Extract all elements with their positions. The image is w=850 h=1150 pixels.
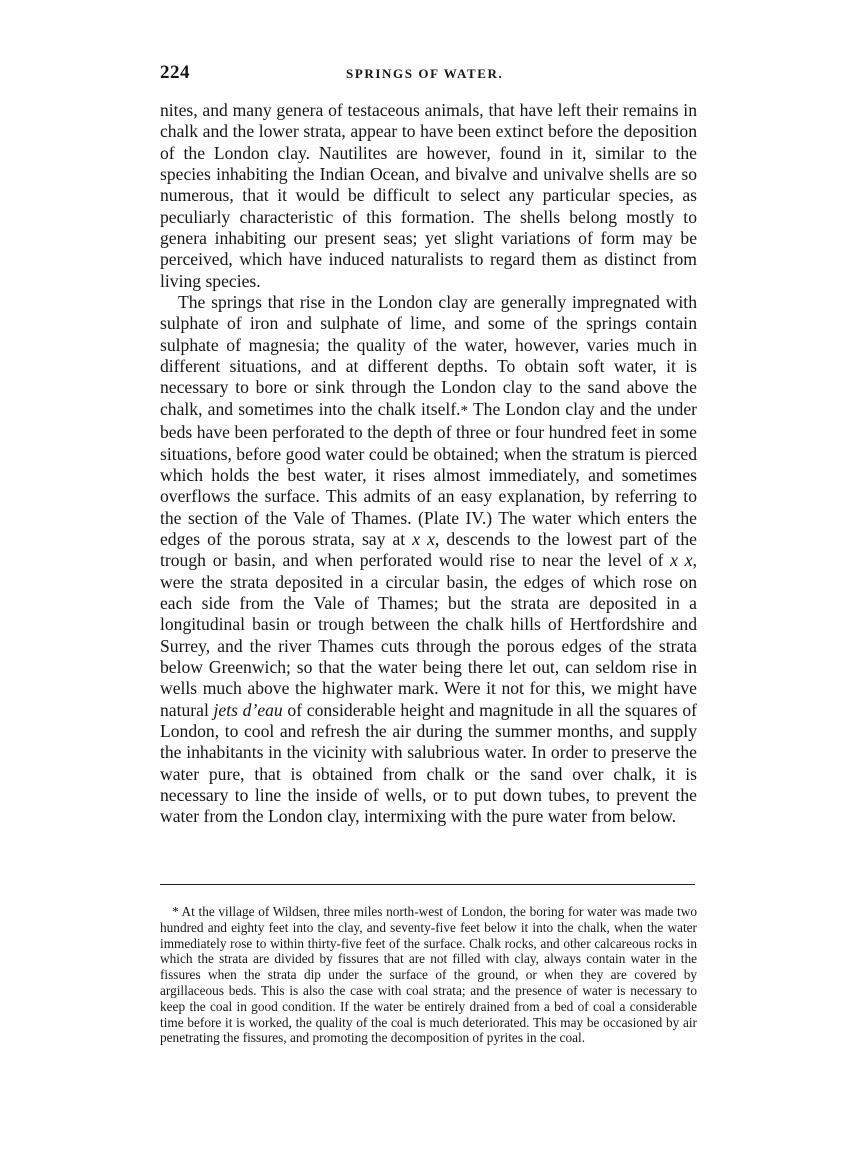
running-title: SPRINGS OF WATER. bbox=[346, 66, 504, 81]
italic-term: x x bbox=[670, 550, 693, 571]
footnote-text: * At the village of Wildsen, three miles north-west of London, the boring for water was made two hundred and eighty feet into the clay, and seventy-five feet below it into the chalk, when the water immediately rose to within thirty-five feet of the surface. Chalk rocks, and other calcareous rocks in which the strata are divided by fissures that are not filled with clay, always contain water in the fissures when the strata dip under the surface of the ground, or when they are covered by argillaceous beds. This is also the case with coal strata; and the presence of water is necessary to keep the coal in good condition. If the water be entirely drained from a bed of coal a considerable time before it is worked, the quality of the coal is much deteriorated. This may be occasioned by air penetrating the fissures, and promoting the decomposition of pyrites in the coal. bbox=[160, 904, 697, 1046]
paragraph-springs bbox=[160, 292, 697, 828]
running-head bbox=[160, 62, 697, 86]
paragraph-text: The springs that rise in the London clay are generally impregnated with sulphate of iron and sulphate of lime, and some of the springs contain sulphate of magnesia; the quality of the water, however, varies much in different situations, and at different depths. To obtain soft water, it is necessary to bore or sink through the London clay to the sand above the chalk, and sometimes into the chalk itself. bbox=[160, 292, 697, 419]
footnote-divider bbox=[160, 884, 695, 885]
paragraph-fossils: nites, and many genera of testaceous animals, that have left their remains in chalk and the lower strata, appear to have been extinct before the deposition of the London clay. Nautilites are however, found in it, similar to the species inhabiting the Indian Ocean, and bivalve and univalve shells are so numerous, that it would be difficult to select any particular species, as peculiarly characteristic of this formation. The shells belong mostly to genera inhabiting our present seas; yet slight variations of form may be perceived, which have induced naturalists to regard them as distinct from living species. bbox=[160, 100, 697, 291]
paragraph-text: , were the strata deposited in a circular basin, the edges of which rose on each side from the Vale of Thames; but the strata are deposited in a longitudinal basin or trough between the chalk hills of Hertfordshire and Surrey, and the river Thames cuts through the porous edges of the strata below Greenwich; so that the water being there let out, can seldom rise in wells much above the highwater mark. Were it not for this, we might have natural bbox=[160, 550, 697, 720]
paragraph-text: The London clay and the under beds have been perforated to the depth of three or four hundred feet in some situations, before good water could be obtained; when the stratum is pierced which holds the best water, it rises almost immediately, and sometimes overflows the surface. This admits of an easy explanation, by referring to the section of the Vale of Thames. (Plate IV.) The water which enters the edges of the porous strata, say at bbox=[160, 398, 698, 549]
body-text bbox=[160, 100, 697, 828]
footnote bbox=[160, 904, 697, 1046]
page-number: 224 bbox=[160, 62, 190, 83]
footnote-reference: * bbox=[460, 402, 469, 419]
italic-term: jets d’eau bbox=[213, 699, 283, 720]
paragraph-text: of considerable height and magnitude in all the squares of London, to cool and refresh the air during the summer months, and supply the inhabitants in the vicinity with salubrious water. In order to preserve the water pure, that is obtained from chalk or the sand over chalk, it is necessary to line the inside of wells, or to put down tubes, to prevent the water from the London clay, intermixing with the pure water from below. bbox=[160, 699, 698, 827]
italic-term: x x bbox=[412, 528, 435, 549]
paragraph-text: , descends to the lowest part of the trough or basin, and when perforated would rise to near the level of bbox=[160, 528, 697, 571]
